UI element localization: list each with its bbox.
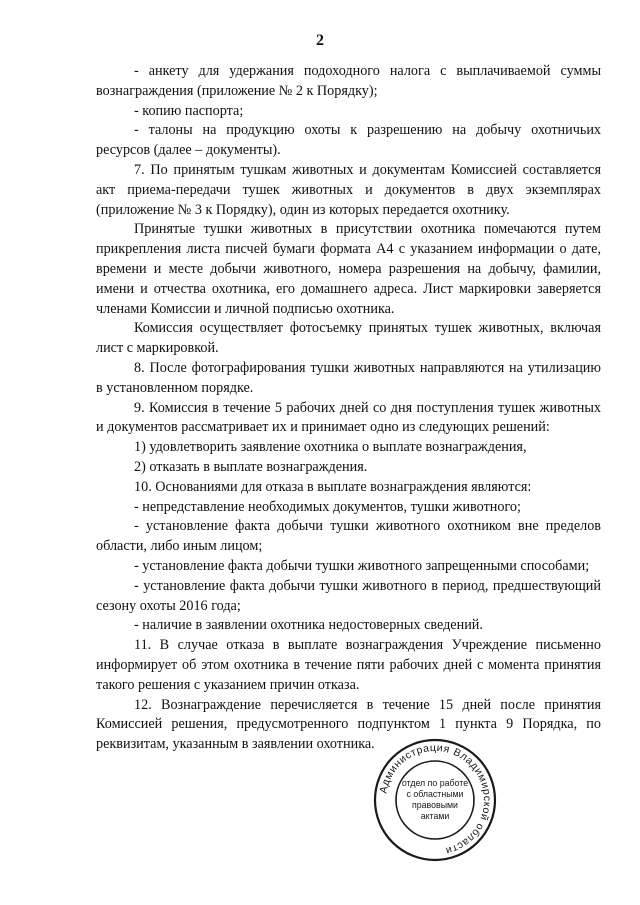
- paragraph-item-9: 9. Комиссия в течение 5 рабочих дней со дня поступления тушек животных и документов рассматривает их и принимает одно из следующих решений:: [96, 399, 601, 436]
- paragraph-reason-documents: - непредставление необходимых документов, тушки животного;: [134, 498, 521, 515]
- paragraph-marking: Принятые тушки животных в присутствии охотника помечаются путем прикрепления листа писчей бумаги формата А4 с указанием информации о дате, времени и месте добычи животного, номера разрешения на добычу, фамилии, имени и отчества охотника, его домашнего адреса. Лист маркировки заверяется членами Комиссии и личной подписью охотника.: [96, 221, 601, 317]
- official-stamp: [372, 737, 498, 863]
- paragraph-item-11: 11. В случае отказа в выплате вознаграждения Учреждение письменно информирует об этом охотника в течение пяти рабочих дней с момента принятия такого решения с указанием причин отказа.: [96, 637, 601, 693]
- stamp-center-line-4: актами: [420, 811, 450, 821]
- paragraph-item-12: 12. Вознаграждение перечисляется в течение 15 дней после принятия Комиссией решения, предусмотренного подпунктом 1 пункта 9 Порядка, по реквизитам, указанным в заявлении охотника.: [96, 696, 601, 753]
- paragraph-reason-before-season: - установление факта добычи тушки животного в период, предшествующий сезону охоты 2016 года;: [96, 577, 601, 614]
- paragraph-reason-prohibited-methods: - установление факта добычи тушки животного запрещенными способами;: [134, 557, 590, 574]
- paragraph-passport: - копию паспорта;: [134, 102, 244, 119]
- stamp-center-line-1: отдел по работе: [401, 778, 469, 788]
- paragraph-item-7: 7. По принятым тушкам животных и документам Комиссией составляется акт приема-передачи тушек животных и документов в двух экземплярах (приложение № 3 к Порядку), один из которых передается охотнику.: [96, 161, 601, 218]
- paragraph-questionnaire: - анкету для удержания подоходного налога с выплачиваемой суммы вознаграждения (приложение № 2 к Порядку);: [96, 63, 601, 99]
- paragraph-item-10: 10. Основаниями для отказа в выплате вознаграждения являются:: [134, 478, 532, 495]
- stamp-center-line-2: с областными: [406, 789, 464, 799]
- document-body: [96, 62, 601, 755]
- paragraph-decision-1: 1) удовлетворить заявление охотника о выплате вознаграждения,: [134, 439, 527, 456]
- paragraph-photo: Комиссия осуществляет фотосъемку принятых тушек животных, включая лист с маркировкой.: [96, 320, 601, 357]
- paragraph-coupons: - талоны на продукцию охоты к разрешению на добычу охотничьих ресурсов (далее – документы).: [96, 122, 601, 159]
- paragraph-item-8: 8. После фотографирования тушки животных направляются на утилизацию в установленном порядке.: [96, 359, 601, 396]
- paragraph-decision-2: 2) отказать в выплате вознаграждения.: [134, 458, 368, 475]
- page-number: 2: [316, 32, 324, 49]
- stamp-ring-text: Администрация Владимирской области: [377, 741, 494, 857]
- paragraph-reason-false-info: - наличие в заявлении охотника недостоверных сведений.: [134, 617, 483, 634]
- stamp-center-line-3: правовыми: [412, 800, 458, 810]
- paragraph-reason-outside-region: - установление факта добычи тушки животного охотником вне пределов области, либо иным лицом;: [96, 518, 601, 555]
